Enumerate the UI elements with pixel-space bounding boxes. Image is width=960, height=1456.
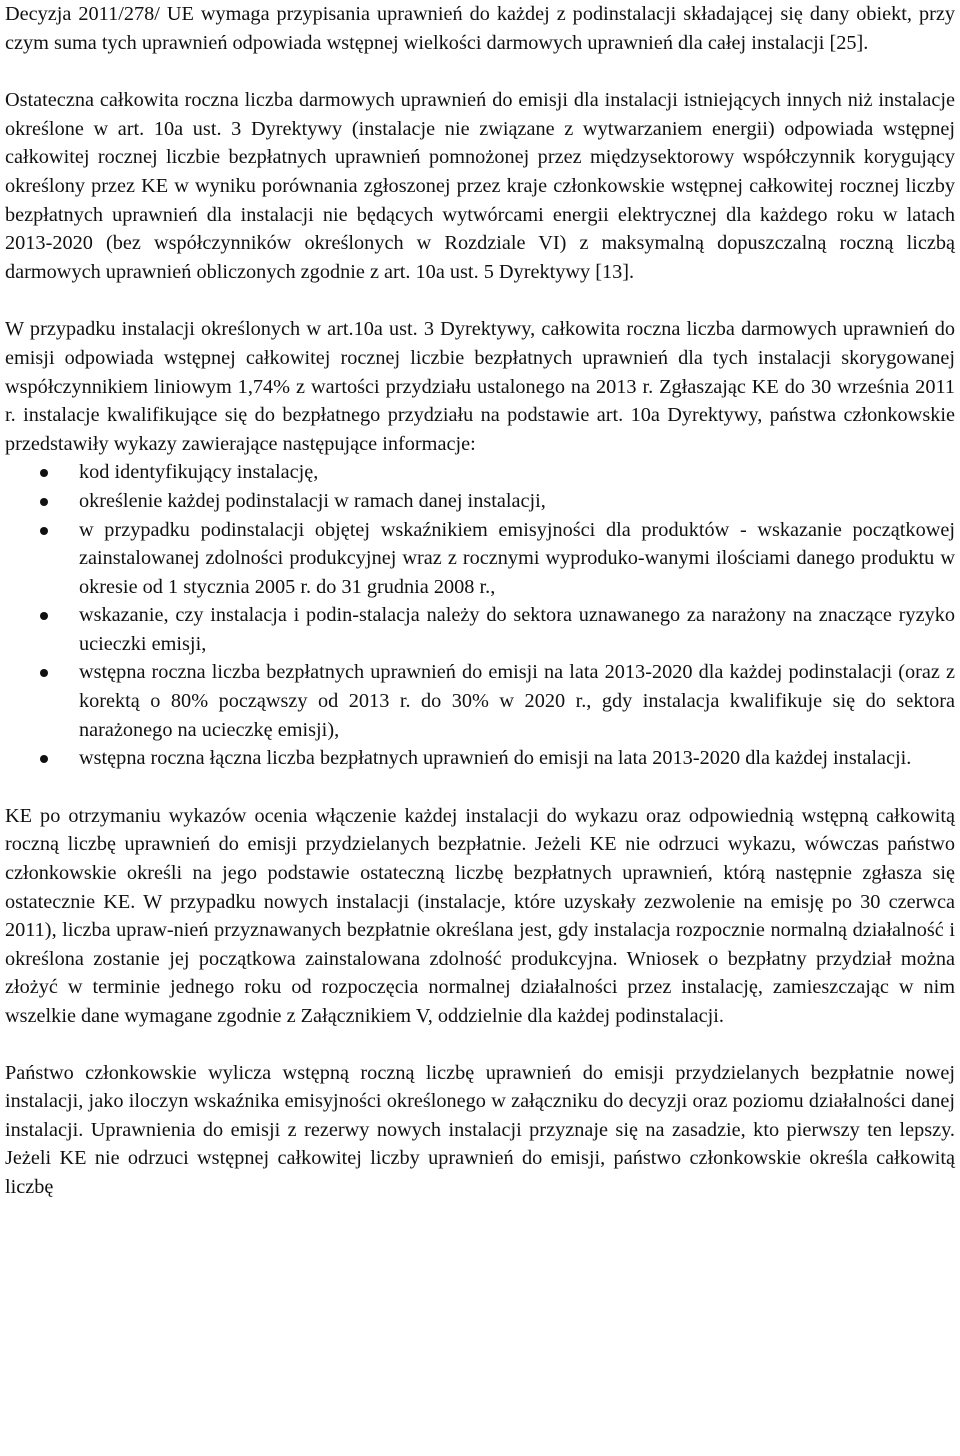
paragraph-new-installations: Państwo członkowskie wylicza wstępną roczną liczbę uprawnień do emisji przydzielanych bezpłatnie nowej instalacji, jako iloczyn wskaźnika emisyjności określonego w załączniku do decyzji oraz poziomu działalności danej instalacji. Uprawnienia do emisji z rezerwy nowych instalacji przyznaje się na zasadzie, kto pierwszy ten lepszy. Jeżeli KE nie odrzuci wstępnej całkowitej liczby uprawnień do emisji, państwo członkowskie określa całkowitą liczbę	[5, 1061, 955, 1198]
list-item-text: określenie każdej podinstalacji w ramach danej instalacji,	[79, 489, 546, 512]
information-list	[5, 458, 955, 773]
list-item	[5, 516, 955, 602]
list-item-text: wskazanie, czy instalacja i podin-stalacja należy do sektora uznawanego za narażony na znaczące ryzyko ucieczki emisji,	[79, 604, 955, 655]
bullet-icon	[40, 612, 48, 620]
bullet-icon	[40, 755, 48, 763]
list-item-text: w przypadku podinstalacji objętej wskaźnikiem emisyjności dla produktów - wskazanie początkowej zainstalowanej zdolności produkcyjnej wraz z rocznymi wyproduko-wanymi ilościami danego produktu w okresie od 1 stycznia 2005 r. do 31 grudnia 2008 r.,	[79, 518, 955, 598]
paragraph-electricity-installations: W przypadku instalacji określonych w art.10a ust. 3 Dyrektywy, całkowita roczna liczba darmowych uprawnień do emisji odpowiada wstępnej całkowitej rocznej liczbie bezpłatnych uprawnień dla tych instalacji skorygowanej współczynnikiem liniowym 1,74% z wartości przydziału ustalonego na 2013 r. Zgłaszając KE do 30 września 2011 r. instalacje kwalifikujące się do bezpłatnego przydziału na podstawie art. 10a Dyrektywy, państwa członkowskie przedstawiły wykazy zawierające następujące informacje:	[5, 318, 955, 455]
list-item-text: kod identyfikujący instalację,	[79, 461, 319, 484]
paragraph-allocation-decision: Decyzja 2011/278/ UE wymaga przypisania uprawnień do każdej z podinstalacji składającej się dany obiekt, przy czym suma tych uprawnień odpowiada wstępnej wielkości darmowych uprawnień dla całej instalacji [25].	[5, 3, 955, 54]
list-item	[5, 601, 955, 658]
bullet-icon	[40, 498, 48, 506]
bullet-icon	[40, 469, 48, 477]
bullet-icon	[40, 527, 48, 535]
paragraph-final-allocation: Ostateczna całkowita roczna liczba darmowych uprawnień do emisji dla instalacji istniejących innych niż instalacje określone w art. 10a ust. 3 Dyrektywy (instalacje nie związane z wytwarzaniem energii) odpowiada wstępnej całkowitej rocznej liczbie bezpłatnych uprawnień pomnożonej przez międzysektorowy współczynnik korygujący określony przez KE w wyniku porównania zgłoszonej przez kraje członkowskie wstępnej całkowitej rocznej liczby bezpłatnych uprawnień dla instalacji nie będących wytwórcami energii elektrycznej dla każdego roku w latach 2013-2020 (bez współczynników określonych w Rozdziale VI) z maksymalną dopuszczalną roczną liczbą darmowych uprawnień obliczonych zgodnie z art. 10a ust. 5 Dyrektywy [13].	[5, 89, 955, 283]
list-item	[5, 458, 955, 487]
bullet-icon	[40, 669, 48, 677]
list-item-text: wstępna roczna liczba bezpłatnych uprawnień do emisji na lata 2013-2020 dla każdej podinstalacji (oraz z korektą o 80% począwszy od 2013 r. do 30% w 2020 r., gdy instalacja kwalifikuje się do sektora narażonego na ucieczkę emisji),	[79, 661, 955, 741]
list-item	[5, 744, 955, 773]
paragraph-commission-review: KE po otrzymaniu wykazów ocenia włączenie każdej instalacji do wykazu oraz odpowiednią wstępną całkowitą roczną liczbę uprawnień do emisji przydzielanych bezpłatnie. Jeżeli KE nie odrzuci wykazu, wówczas państwo członkowskie określi na jego podstawie ostateczną liczbę bezpłatnych uprawnień, którą następnie zgłasza się ostatecznie KE. W przypadku nowych instalacji (instalacje, które uzyskały zezwolenie na emisję po 30 czerwca 2011), liczba upraw-nień przyznawanych bezpłatnie określana jest, gdy instalacja rozpocznie normalną działalność i określona zostanie jej początkowa zainstalowana zdolność produkcyjna. Wniosek o bezpłatny przydział można złożyć w terminie jednego roku od rozpoczęcia normalnej działalności przez instalację, zamieszczając w nim wszelkie dane wymagane zgodnie z Załącznikiem V, oddzielnie dla każdej podinstalacji.	[5, 804, 955, 1027]
document-page	[5, 0, 955, 1202]
list-item	[5, 658, 955, 744]
list-item	[5, 487, 955, 516]
list-item-text: wstępna roczna łączna liczba bezpłatnych uprawnień do emisji na lata 2013-2020 dla każdej instalacji.	[79, 747, 912, 770]
